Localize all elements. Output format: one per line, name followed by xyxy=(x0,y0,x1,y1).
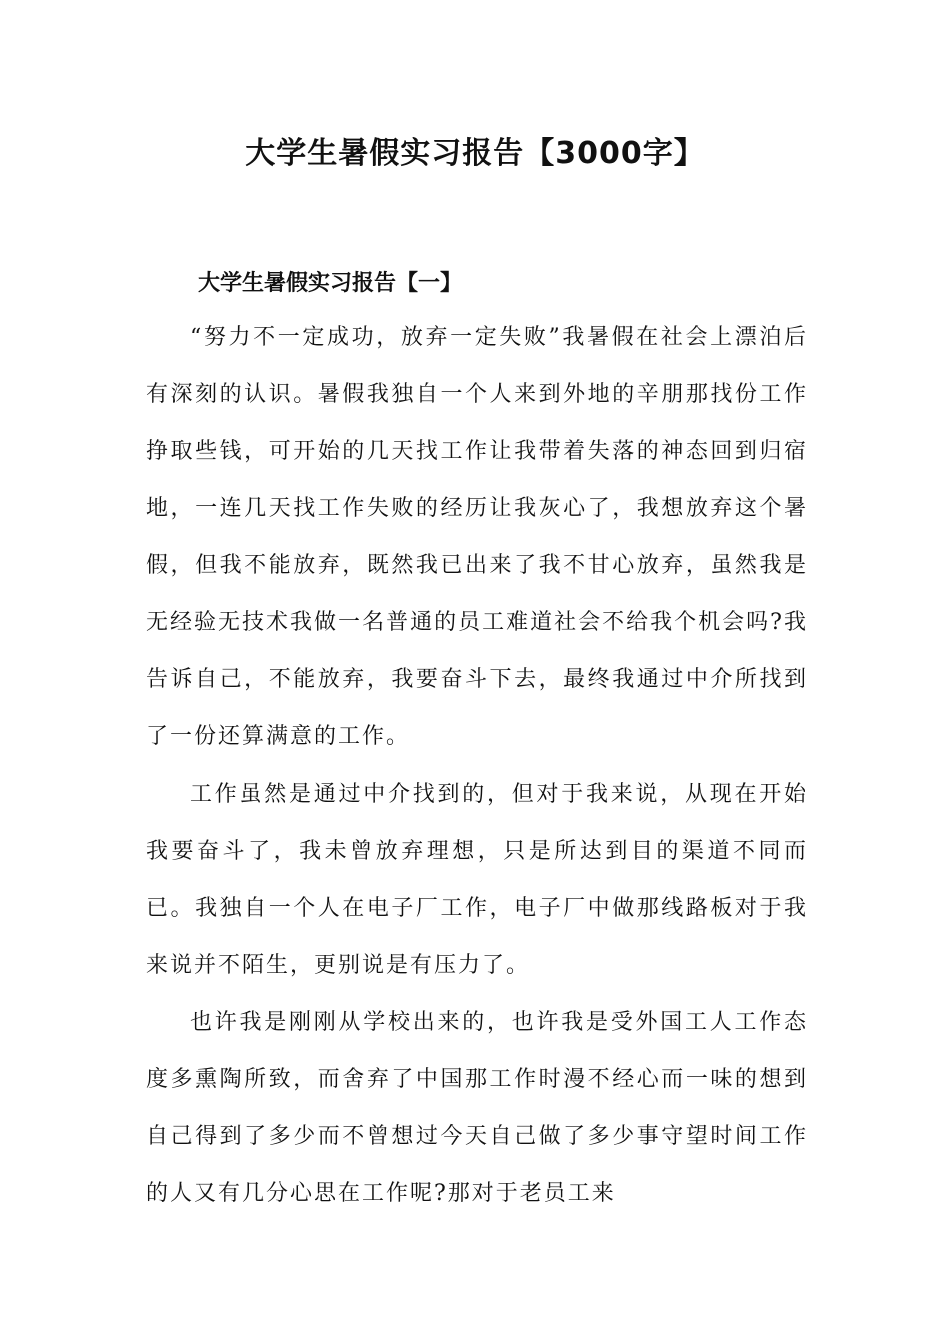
paragraph-3: 也许我是刚刚从学校出来的，也许我是受外国工人工作态度多熏陶所致，而舍弃了中国那工作时漫不经心而一味的想到自己得到了多少而不曾想过今天自己做了多少事守望时间工作的人又有几分心思在工作呢?那对于老员工来 xyxy=(146,1010,808,1206)
paragraph-1: “努力不一定成功，放弃一定失败”我暑假在社会上漂泊后有深刻的认识。暑假我独自一个人来到外地的辛朋那找份工作挣取些钱，可开始的几天找工作让我带着失落的神态回到归宿地，一连几天找工作失败的经历让我灰心了，我想放弃这个暑假，但我不能放弃，既然我已出来了我不甘心放弃，虽然我是无经验无技术我做一名普通的员工难道社会不给我个机会吗?我告诉自己，不能放弃，我要奋斗下去，最终我通过中介所找到了一份还算满意的工作。 xyxy=(146,325,808,749)
document-title: 大学生暑假实习报告【3000字】 xyxy=(245,136,705,171)
section-heading: 大学生暑假实习报告【一】 xyxy=(198,270,463,296)
paragraph-2: 工作虽然是通过中介找到的，但对于我来说，从现在开始我要奋斗了，我未曾放弃理想，只是所达到目的渠道不同而已。我独自一个人在电子厂工作，电子厂中做那线路板对于我来说并不陌生，更别说是有压力了。 xyxy=(146,782,808,978)
